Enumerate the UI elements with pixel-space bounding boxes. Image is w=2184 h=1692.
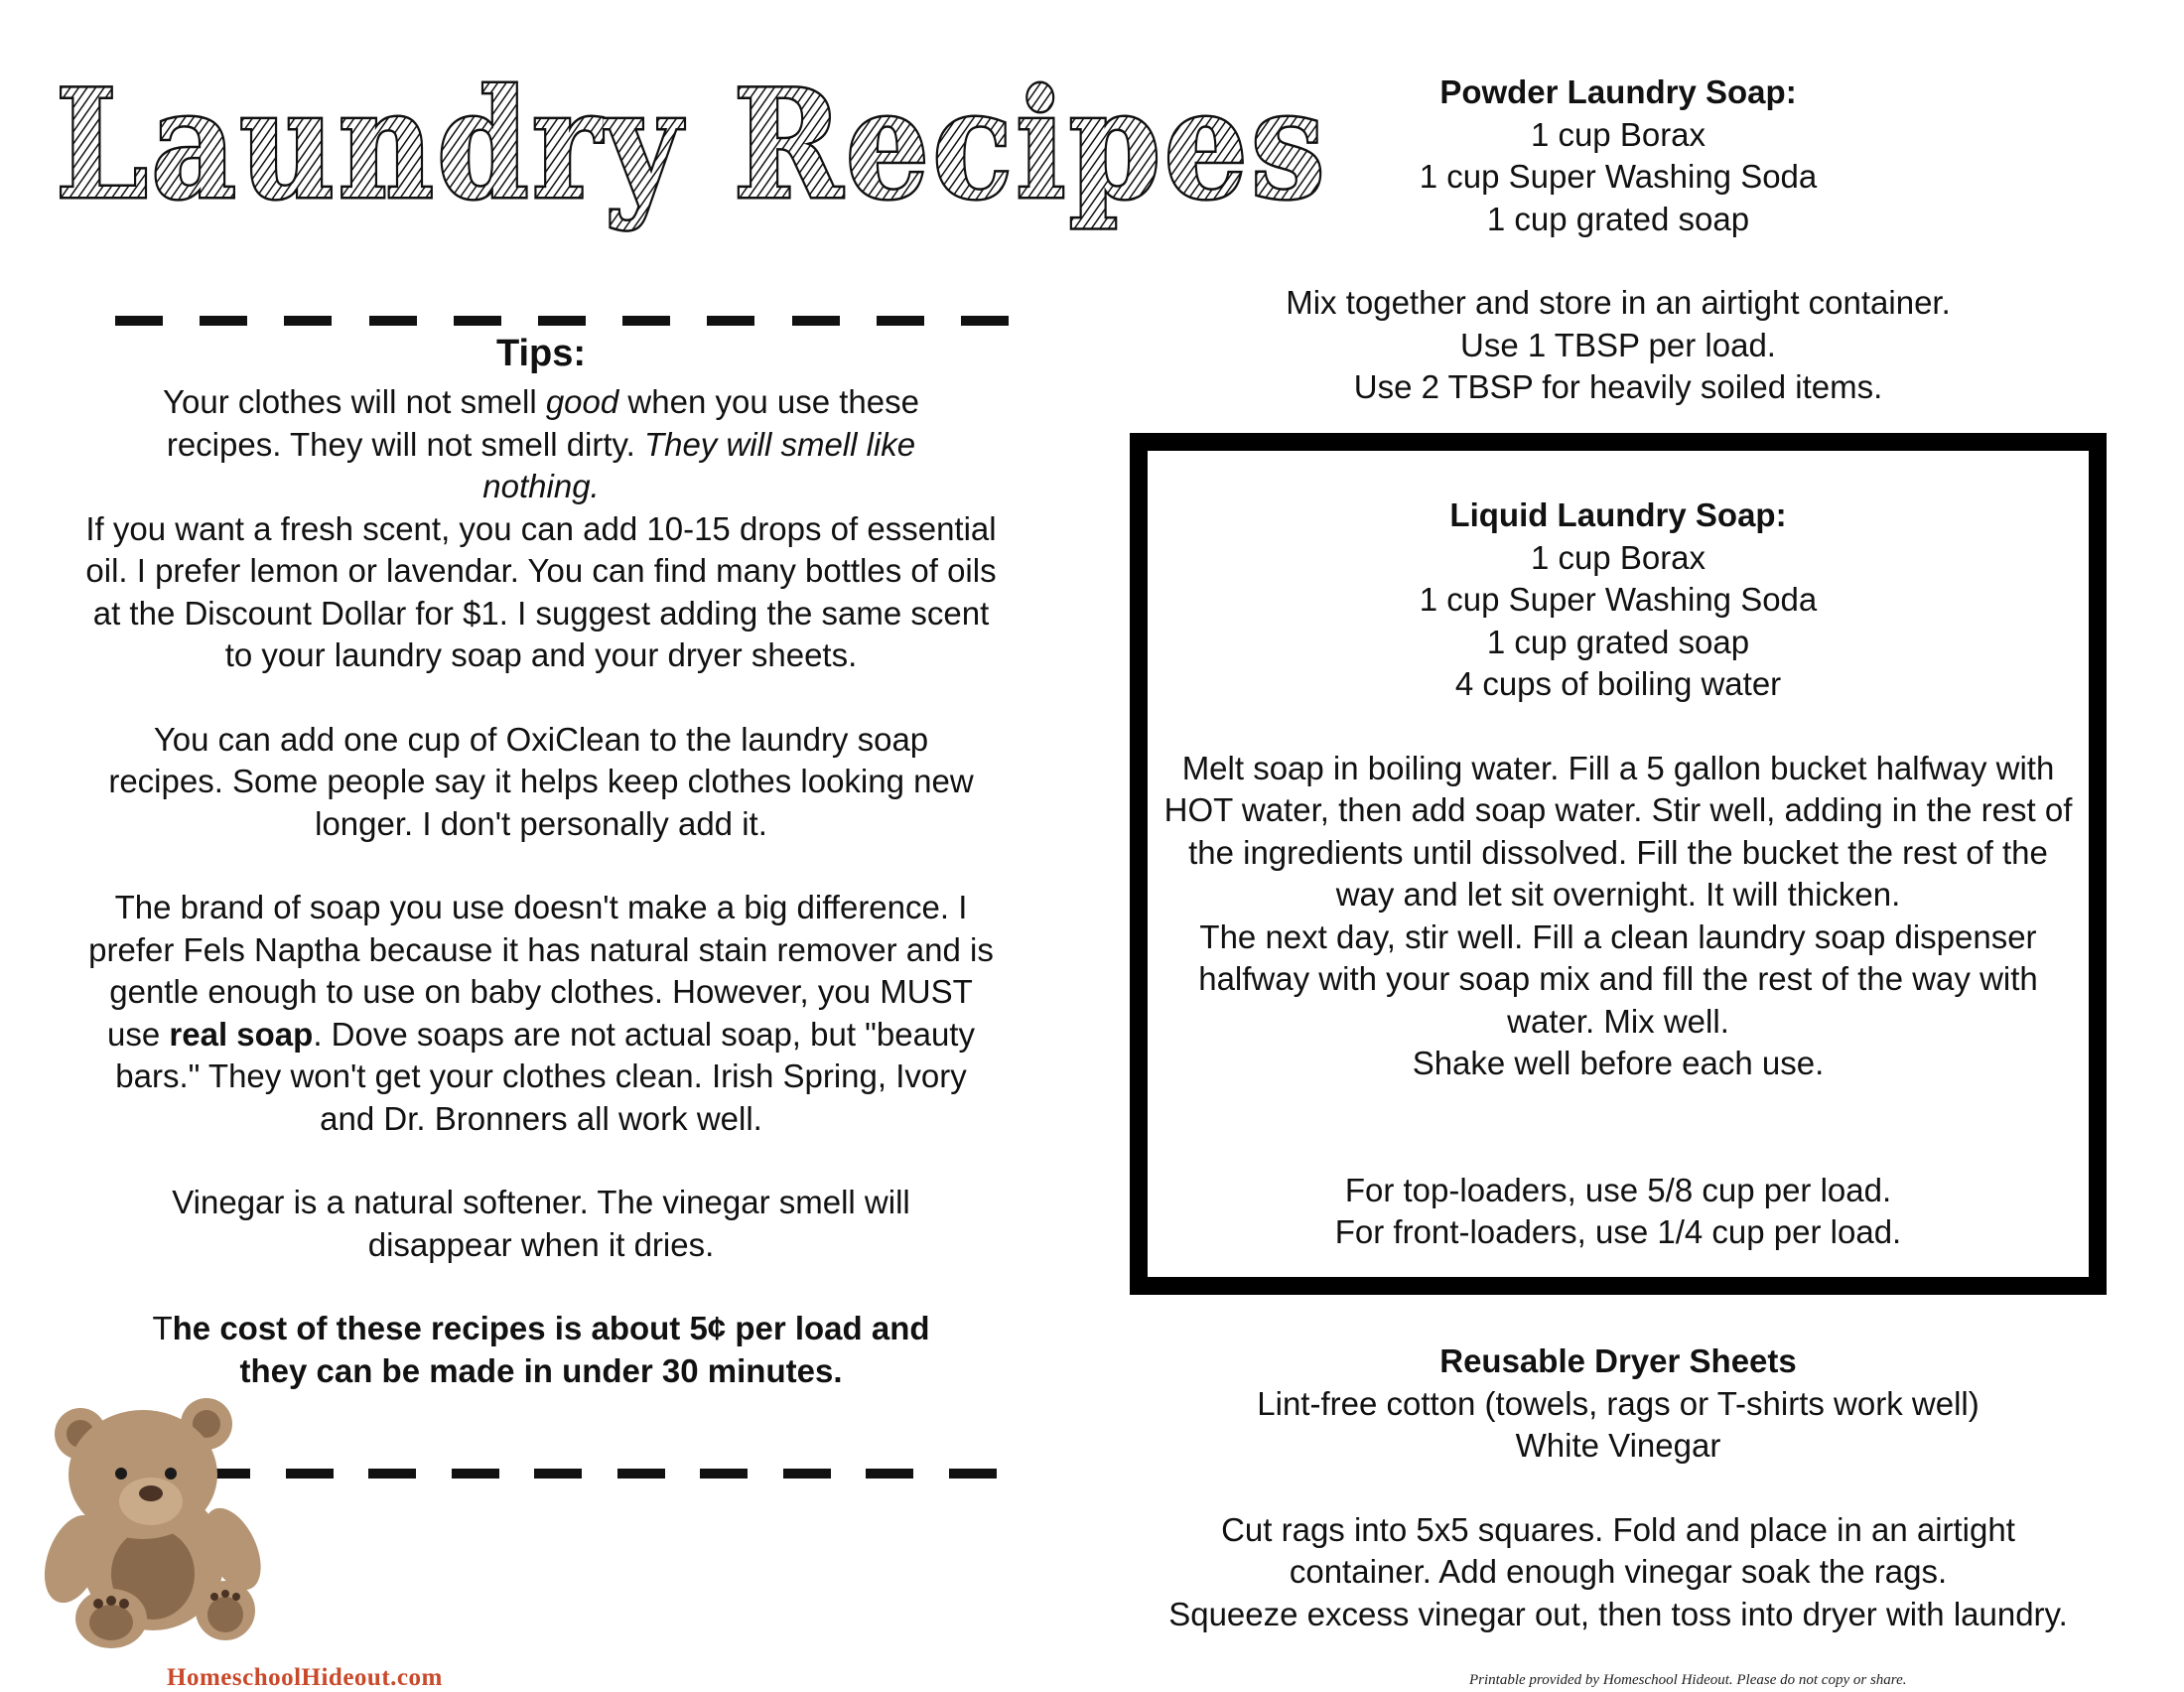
liquid-ingredient: 1 cup grated soap bbox=[1486, 623, 1750, 660]
tips-paragraph-4: The brand of soap you use doesn't make a big difference. I prefer Fels Naptha because it has natural stain remover and is gentle enough to use on baby clothes. However, you MUST use real soap. Dove soaps are not actual soap, but "beauty bars." They won't get your clothes clean. Irish Spring, Ivory and Dr. Bronners all work well. bbox=[88, 889, 994, 1137]
liquid-usage: For top-loaders, use 5/8 cup per load. bbox=[1344, 1171, 1892, 1208]
tips-paragraph-1: Your clothes will not smell good when you use these recipes. They will not smell dirty. They will smell like nothing. bbox=[163, 383, 919, 504]
dryer-ingredient: Lint-free cotton (towels, rags or T-shirts work well) bbox=[1257, 1384, 1979, 1422]
liquid-instructions-1: Melt soap in boiling water. Fill a 5 gallon bucket halfway with HOT water, then add soap water. Stir well, adding in the rest of the ingredients until dissolved. Fill the bucket the rest of the way and let sit overnight. It will thicken. bbox=[1163, 749, 2073, 913]
brand-logo-text: HomeschoolHideout.com bbox=[167, 1664, 443, 1691]
powder-instruction: Mix together and store in an airtight container. bbox=[1286, 284, 1951, 321]
tips-paragraph-2: If you want a fresh scent, you can add 10-15 drops of essential oil. I prefer lemon or lavendar. You can find many bottles of oils at the Discount Dollar for $1. I suggest adding the same scent to your laundry soap and your dryer sheets. bbox=[85, 509, 997, 673]
footer-note: Printable provided by Homeschool Hideout. Please do not copy or share. bbox=[1469, 1672, 1907, 1688]
dryer-instructions-1: Cut rags into 5x5 squares. Fold and place in an airtight container. Add enough vinegar soak the rags. bbox=[1221, 1510, 2015, 1590]
tips-top-divider bbox=[115, 316, 1009, 326]
dryer-sheets-section bbox=[1132, 1340, 2105, 1635]
powder-ingredient: 1 cup grated soap bbox=[1486, 200, 1750, 237]
liquid-heading: Liquid Laundry Soap: bbox=[1449, 496, 1787, 533]
liquid-ingredient: 4 cups of boiling water bbox=[1454, 665, 1782, 702]
liquid-usage: For front-loaders, use 1/4 cup per load. bbox=[1334, 1213, 1902, 1250]
dryer-ingredient: White Vinegar bbox=[1515, 1427, 1721, 1464]
tips-paragraph-5: Vinegar is a natural softener. The vinegar smell will disappear when it dries. bbox=[172, 1184, 910, 1263]
powder-heading: Powder Laundry Soap: bbox=[1439, 73, 1797, 110]
liquid-instructions-2: The next day, stir well. Fill a clean laundry soap dispenser halfway with your soap mix and fill the rest of the way with water. Mix well. bbox=[1198, 917, 2038, 1040]
powder-instruction: Use 1 TBSP per load. bbox=[1460, 326, 1776, 363]
powder-ingredient: 1 cup Super Washing Soda bbox=[1419, 158, 1818, 195]
powder-instruction: Use 2 TBSP for heavily soiled items. bbox=[1353, 368, 1883, 405]
liquid-ingredient: 1 cup Borax bbox=[1530, 538, 1706, 576]
powder-soap-section bbox=[1171, 71, 2065, 409]
liquid-soap-section bbox=[1156, 494, 2081, 1254]
teddy-bear-illustration bbox=[44, 1390, 267, 1648]
tips-paragraph-3: You can add one cup of OxiClean to the laundry soap recipes. Some people say it helps keep clothes looking new longer. I don't personally add it. bbox=[108, 720, 974, 842]
tips-section bbox=[81, 332, 1001, 1392]
dryer-heading: Reusable Dryer Sheets bbox=[1439, 1342, 1797, 1379]
page-title bbox=[50, 58, 1340, 278]
svg-text:Laundry Recipes: Laundry Recipes bbox=[56, 58, 1328, 232]
tips-bottom-divider bbox=[203, 1469, 997, 1479]
tips-heading: Tips: bbox=[495, 333, 587, 374]
tips-paragraph-6: The cost of these recipes is about 5¢ per load and they can be made in under 30 minutes. bbox=[152, 1310, 930, 1389]
dryer-instructions-2: Squeeze excess vinegar out, then toss into dryer with laundry. bbox=[1168, 1595, 2068, 1632]
liquid-instructions-3: Shake well before each use. bbox=[1412, 1045, 1825, 1081]
liquid-ingredient: 1 cup Super Washing Soda bbox=[1419, 581, 1818, 618]
powder-ingredient: 1 cup Borax bbox=[1530, 115, 1706, 153]
